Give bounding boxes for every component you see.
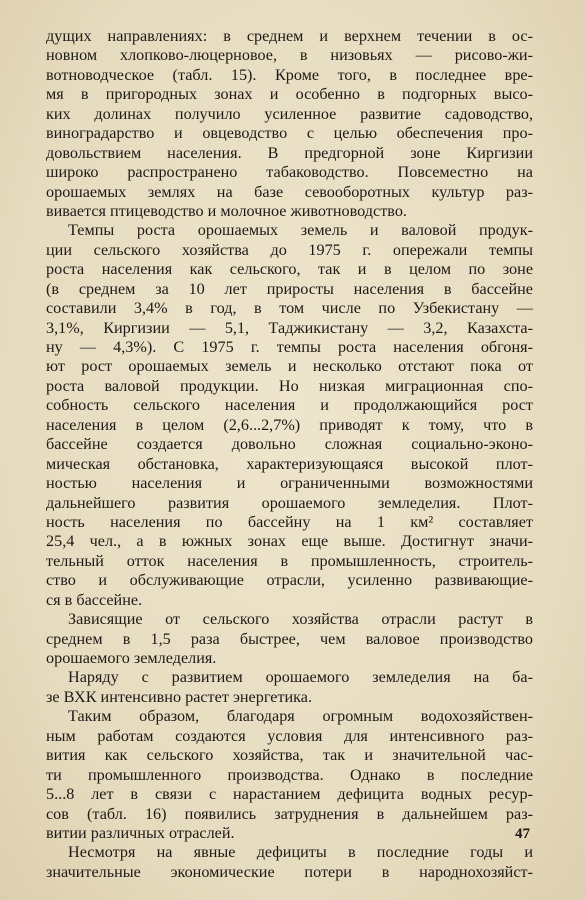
text-line: Темпы роста орошаемых земель и валовой продук-	[68, 221, 533, 240]
text-line: ют рост орошаемых земель и несколько отстают пока от	[46, 357, 533, 376]
text-line: ких долинах получило усиленное развитие садоводство,	[46, 104, 533, 123]
text-line: 3,1%, Киргизии — 5,1, Таджикистану — 3,2, Казахста-	[46, 318, 533, 337]
text-line: вития как сельского хозяйства, так и значительной час-	[46, 746, 533, 765]
text-line: населения в целом (2,6...2,7%) приводят к тому, что в	[46, 415, 533, 434]
text-line: Таким образом, благодаря огромным водохозяйствен-	[68, 707, 533, 726]
text-line: зе ВХК интенсивно растет энергетика.	[46, 687, 313, 706]
text-line: ся в бассейне.	[46, 590, 143, 609]
text-line: виноградарство и овцеводство с целью обеспечения про-	[46, 124, 533, 143]
text-line: дальнейшего развития орошаемого земледелия. Плот-	[46, 493, 533, 512]
text-line: новном хлопково-люцерновое, в низовьях — рисово-жи-	[46, 46, 533, 65]
text-line: сов (табл. 16) появились затруднения в дальнейшем раз-	[46, 804, 533, 823]
text-line: значительные экономические потери в народнохозяйст-	[46, 862, 533, 881]
text-line: Несмотря на явные дефициты в последние годы и	[68, 843, 533, 862]
text-line: среднем в 1,5 раза быстрее, чем валовое производство	[46, 629, 533, 648]
text-line: ство и обслуживающие отрасли, усиленно развивающие-	[46, 571, 533, 590]
text-line: ну — 4,3%). С 1975 г. темпы роста населения обгоня-	[46, 338, 533, 356]
text-line: мя в пригородных зонах и особенно в подгорных высо-	[46, 85, 533, 104]
page-body-text	[46, 27, 533, 882]
text-line: составили 3,4% в год, в том числе по Узбекистану —	[46, 299, 533, 318]
text-line: Наряду с развитием орошаемого земледелия на ба-	[68, 668, 533, 687]
text-line: ти промышленного производства. Однако в последние	[46, 765, 533, 784]
text-line: орошаемого земледелия.	[46, 649, 217, 667]
text-line: вивается птицеводство и молочное животноводство.	[46, 201, 407, 220]
text-line: витии различных отраслей.	[46, 823, 235, 842]
text-line: собность сельского населения и продолжающийся рост	[46, 396, 533, 415]
text-line: довольствием населения. В предгорной зоне Киргизии	[46, 143, 533, 162]
text-line: ным работам создаются условия для интенсивного раз-	[46, 726, 533, 745]
text-line: 5...8 лет в связи с нарастанием дефицита водных ресур-	[46, 785, 533, 804]
text-line: ность населения по бассейну на 1 км² составляет	[46, 512, 533, 531]
text-line: роста валовой продукции. Но низкая миграционная спо-	[46, 376, 533, 395]
text-line: 25,4 чел., а в южных зонах еще выше. Достигнут значи-	[46, 532, 533, 551]
text-line: бассейне создается довольно сложная социально-эконо-	[46, 435, 533, 454]
text-line: (в среднем за 10 лет приросты населения в бассейне	[46, 279, 533, 298]
text-line: Зависящие от сельского хозяйства отрасли растут в	[68, 610, 533, 629]
text-line: широко распространено табаководство. Повсеместно на	[46, 163, 533, 182]
text-line: роста населения как сельского, так и в целом по зоне	[46, 260, 533, 279]
text-line: ностью населения и ограниченными возможностями	[46, 474, 533, 493]
text-line: тельный отток населения в промышленность, строитель-	[46, 551, 533, 570]
text-line: дущих направлениях: в среднем и верхнем течении в ос-	[46, 27, 533, 45]
text-line: ции сельского хозяйства до 1975 г. опережали темпы	[46, 240, 533, 259]
text-line: мическая обстановка, характеризующаяся высокой плот-	[46, 454, 533, 473]
text-line: орошаемых землях на базе севооборотных культур раз-	[46, 182, 533, 201]
text-line: вотноводческое (табл. 15). Кроме того, в последнее вре-	[46, 65, 533, 84]
page-number: 47	[515, 826, 530, 842]
